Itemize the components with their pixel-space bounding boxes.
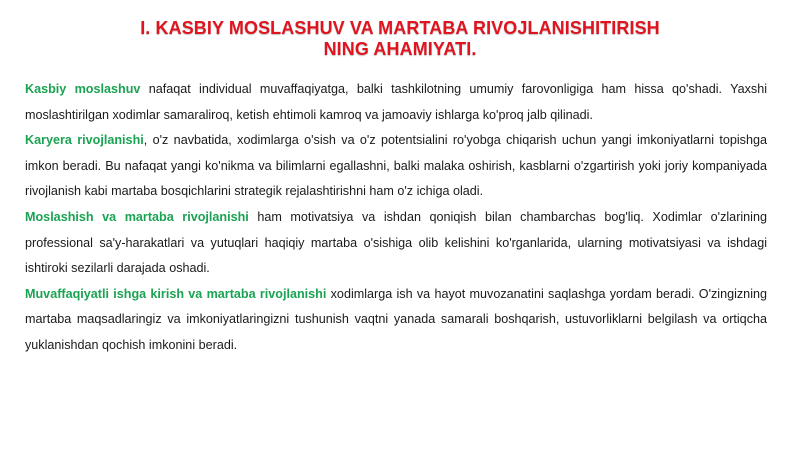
paragraph-text: xodimlarga ish va hayot muvozanatini saqlashga yordam beradi. O'zingizning martaba maqsadlaringiz va imkoniyatlaringizni tushunish vaqtni yanada samarali boshqarish, ustuvorliklarni belgilash va ortiqcha yuklanishdan qochish imkonini beradi. xyxy=(25,286,767,352)
slide-body xyxy=(25,77,767,359)
slide-title xyxy=(0,18,800,60)
paragraph-text: ham motivatsiya va ishdan qoniqish bilan chambarchas bog'liq. Xodimlar o'zlarining professional sa'y-harakatlari va yutuqlari haqiqiy martaba o'sishiga olib kelishini ko'rganlarida, ularning motivatsiyasi va ishdagi ishtiroki sezilarli darajada oshadi. xyxy=(25,209,767,276)
paragraph-text: , o'z navbatida, xodimlarga o'sish va o'z potentsialini ro'yobga chiqarish uchun yangi imkoniyatlarni topishga imkon beradi. Bu nafaqat yangi ko'nikma va bilimlarni egallashni, balki malaka oshirish, kasblarni o'zgartirish yoki joriy kompaniyada rivojlanish kabi martaba bosqichlarini strategik rejalashtirishni ham o'z ichiga oladi. xyxy=(25,133,767,199)
paragraph-karyera-rivojlanishi xyxy=(25,128,767,205)
paragraph-highlight: Karyera rivojlanishi xyxy=(25,133,144,148)
paragraph-highlight: Moslashish va martaba rivojlanishi xyxy=(25,209,249,224)
paragraph-highlight: Kasbiy moslashuv xyxy=(25,82,141,96)
paragraph-kasbiy-moslashuv xyxy=(25,77,767,128)
paragraph-highlight: Muvaffaqiyatli ishga kirish va martaba rivojlanishi xyxy=(25,286,327,301)
paragraph-muvaffaqiyatli xyxy=(25,282,767,359)
slide-title-line-2: NING AHAMIYATI. xyxy=(323,39,477,59)
slide-title-line-1: I. KASBIY MOSLASHUV VA MARTABA RIVOJLANISHITIRISH xyxy=(140,18,660,38)
paragraph-text: nafaqat individual muvaffaqiyatga, balki tashkilotning umumiy farovonligiga ham hissa qo'shadi. Yaxshi moslashtirilgan xodimlar samaraliroq, ketish ehtimoli kamroq va jamoaviy ishlarga ko'proq jalb qilinadi. xyxy=(25,82,767,122)
paragraph-moslashish xyxy=(25,205,767,282)
